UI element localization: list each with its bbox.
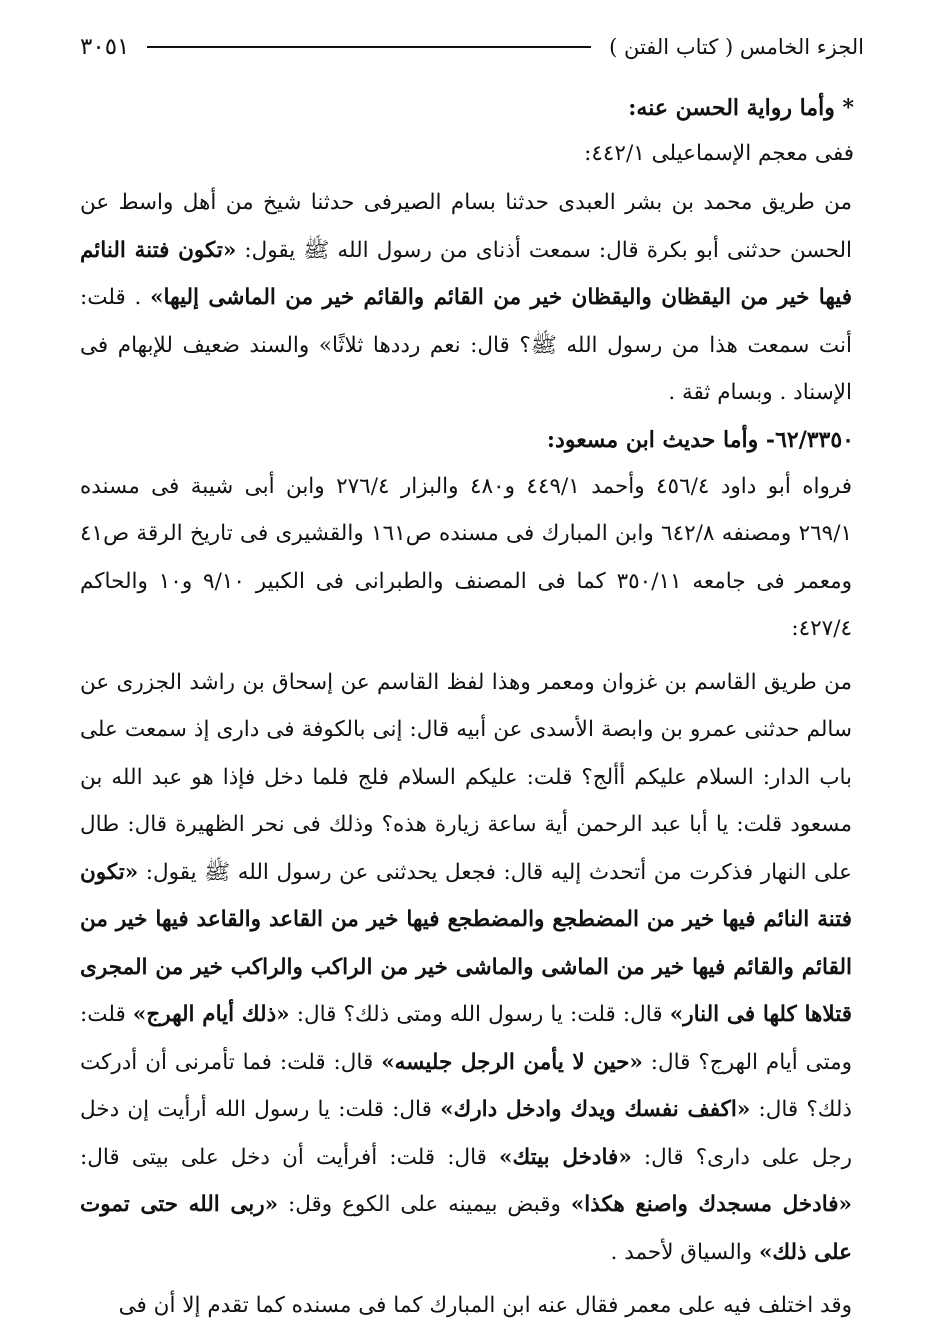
hadith-quote: «فادخل مسجدك واصنع هكذا» [570, 1192, 852, 1217]
text-run: من طريق محمد بن بشر العبدى حدثنا بسام الصيرفى حدثنا شيخ من أهل واسط عن الحسن حدثنى أبو بكرة قال: سمعت أذناى من رسول الله ﷺ يقول: [80, 190, 852, 263]
text-run: قال: قلت: يا رسول الله أرأيت إن دخل رجل على دارى؟ قال: [80, 1097, 852, 1170]
header-rule [147, 46, 591, 48]
text-run: قال: قلت: أفرأيت أن دخل على بيتى قال: [80, 1144, 500, 1170]
section-heading-ibn-masud: ٦٢/٣٣٥٠- وأما حديث ابن مسعود: [546, 426, 854, 453]
text-run: وقبض بيمينه على الكوع وقل: [278, 1192, 571, 1217]
hadith-quote: «حين لا يأمن الرجل جليسه» [381, 1049, 643, 1075]
text-run: . قلت: أنت سمعت هذا من رسول الله ﷺ؟ قال: نعم رددها ثلاثًا» والسند ضعيف للإبهام فى الإسناد . وبسام ثقة . [80, 285, 852, 405]
section-heading-hasan: * وأما رواية الحسن عنه: [628, 95, 854, 121]
text-run: قال: قلت: فما تأمرنى أن أدركت ذلك؟ قال: [80, 1049, 853, 1122]
hadith-quote: «ذلك أيام الهرج» [132, 1002, 290, 1027]
text-run: قلت: ومتى أيام الهرج؟ قال: [80, 1002, 852, 1075]
hadith-quote: «تكون فتنة النائم فيها خير من اليقظان واليقظان خير من القائم والقائم خير من الماشى إليها» [80, 237, 852, 310]
paragraph-hasan-chain [80, 179, 864, 417]
text-run: قال: قلت: يا رسول الله ومتى ذلك؟ قال: [289, 1002, 670, 1027]
page-body [80, 85, 864, 1330]
hadith-quote: «ربى الله حتى تموت على ذلك» [80, 1192, 852, 1265]
page-header [80, 32, 864, 62]
paragraph-mamar-variation: وقد اختلف فيه على معمر فقال عنه ابن المبارك كما فى مسنده كما تقدم إلا أن فى [118, 1293, 852, 1318]
page-number: ٣٠٥١ [80, 34, 130, 60]
hadith-quote: «فادخل بيتك» [499, 1144, 632, 1170]
source-line-ismaili: ففى معجم الإسماعيلى ٤٤٢/١: [584, 141, 854, 166]
text-run: من طريق القاسم بن غزوان ومعمر وهذا لفظ القاسم عن إسحاق بن راشد الجزرى عن سالم حدثنى عمرو بن وابصة الأسدى عن أبيه قال: إنى بالكوفة فى دارى إذ سمعت على باب الدار: السلام عليكم أألج؟ قلت: عليكم السلام فلج فلما دخل فإذا هو عبد الله بن مسعود قلت: يا أبا عبد الرحمن أية ساعة زيارة هذه؟ وذلك فى نحر الظهيرة قال: طال على النهار فذكرت من أتحدث إليه قال: فجعل يحدثنى عن رسول الله ﷺ يقول: [80, 669, 852, 885]
paragraph-ibn-masud-narration [80, 659, 864, 1277]
text-run: والسياق لأحمد . [610, 1239, 759, 1265]
running-title: الجزء الخامس ( كتاب الفتن ) [609, 35, 864, 59]
hadith-quote: «اكفف نفسك ويدك وادخل دارك» [440, 1097, 751, 1122]
paragraph-takhrij: فرواه أبو داود ٤٥٦/٤ وأحمد ٤٤٩/١ و٤٨٠ والبزار ٢٧٦/٤ وابن أبى شيبة فى مسنده ٢٦٩/١ ومصنفه ٦٤٢/٨ وابن المبارك فى مسنده ص١٦١ والقشيرى فى تاريخ الرقة ص٤١ ومعمر فى جامعه ٣٥٠/١١ كما فى المصنف والطبرانى فى الكبير ٩/١٠ و١٠ والحاكم ٤٢٧/٤: [80, 473, 853, 641]
hadith-quote: «تكون فتنة النائم فيها خير من المضطجع والمضطجع فيها خير من القاعد والقاعد فيها خير من القائم والقائم فيها خير من الماشى والماشى خير من الراكب والراكب خير من المجرى قتلاها كلها فى النار» [80, 859, 852, 1027]
